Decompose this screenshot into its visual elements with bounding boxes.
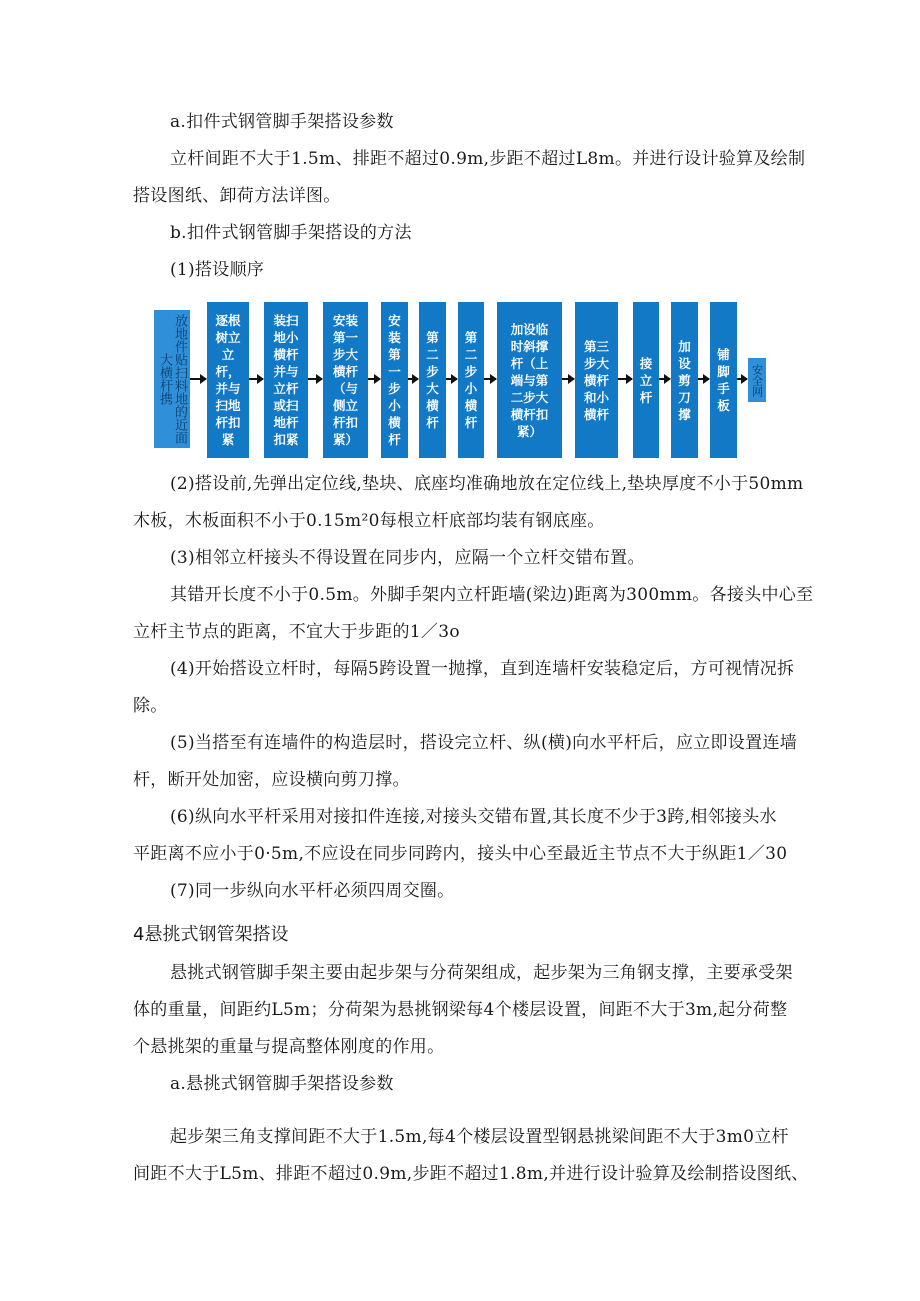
paragraph-line: 搭设图纸、卸荷方法详图。 [133,186,341,206]
paragraph-line: 立杆间距不大于1.5m、排距不超过0.9m,步距不超过L8m。并进行设计验算及绘制 [170,149,806,169]
flow-step-label: 加设临 时斜撑 杆（上 端与第 二步大 横杆扣 紧） [510,321,549,439]
paragraph-line: 立杆主节点的距离，不宜大于步距的1／3o [133,622,460,642]
flow-step-4 [381,302,408,458]
flow-step-label: 第 二 步大 横杆 [426,330,439,430]
flow-step-label: 加设 剪 刀撑 [678,338,691,422]
flow-step-label: 第三 步大 横杆 和小 横杆 [583,338,609,422]
paragraph-line: 起步架三角支撑间距不大于1.5m,每4个楼层设置型钢悬挑梁间距不大于3m0立杆 [170,1127,789,1147]
paragraph-line: 个悬挑架的重量与提高整体刚度的作用。 [133,1037,445,1057]
flow-arrow [659,378,670,380]
flow-step-2 [264,302,308,458]
paragraph-line: 体的重量，间距约L5m；分荷架为悬挑钢梁每4个楼层设置，间距不大于3m,起分荷整 [133,1000,788,1020]
flow-step-label: 装扫 地小 横杆 并与 立杆 或扫 地杆 扣紧 [273,313,299,447]
flow-arrow [408,378,418,380]
paragraph-line: 除。 [133,696,168,716]
paragraph-line: (5)当搭至有连墙件的构造层时，搭设完立杆、纵(横)向水平杆后，应立即设置连墙 [170,733,798,753]
paragraph-line: (2)搭设前,先弹出定位线,垫块、底座均准确地放在定位线上,垫块厚度不小于50mm [170,474,804,494]
flow-step-8 [575,302,618,458]
flow-step-11 [710,302,737,458]
flow-step-6 [458,302,484,458]
subheading-b: b.扣件式钢管脚手架搭设的方法 [170,223,412,243]
flow-step-10 [671,302,698,458]
flow-step-label: 安 装第 一 步小 横杆 [388,313,401,447]
flow-arrow [190,378,206,380]
flow-step-label: 安装 第一 步大 横杆 （与 侧立 杆扣 紧） [332,313,358,447]
flow-arrow [368,378,380,380]
paragraph-line: 悬挑式钢管脚手架主要由起步架与分荷架组成，起步架为三角钢支撑，主要承受架 [170,963,793,983]
flow-step-label: 逐根 树立 立 杆， 并与 扫地 杆扣 紧 [215,313,241,447]
flow-arrow [484,378,496,380]
flow-arrow [446,378,457,380]
flow-arrow [618,378,632,380]
flow-arrow [698,378,709,380]
paragraph-line: (3)相邻立杆接头不得设置在同步内，应隔一个立杆交错布置。 [170,548,645,568]
paragraph-line: 木板，木板面积不小于0.15m²0每根立杆底部均装有钢底座。 [133,511,605,531]
paragraph-line: 平距离不应小于0·5m,不应设在同步同跨内，接头中心至最近主节点不大于纵距1／30 [133,844,788,864]
flow-step-7 [497,302,562,458]
flow-start-label: 放地件贴扫料地的近面大横杆携 [157,314,187,444]
flow-end-box [748,358,766,402]
flow-start-box [154,310,190,448]
paragraph-line: 其错开长度不小于0.5m。外脚手架内立杆距墙(梁边)距离为300mm。各接头中心至 [170,585,814,605]
flow-end-label: 安全网 [750,363,764,397]
paragraph-line: (6)纵向水平杆采用对接扣件连接,对接头交错布置,其长度不少于3跨,相邻接头水 [170,807,777,827]
flow-step-9 [633,302,659,458]
paragraph-line: (7)同一步纵向水平杆必须四周交圈。 [170,881,455,901]
paragraph-line: 杆，断开处加密，应设横向剪刀撑。 [133,770,410,790]
flow-arrow [737,378,747,380]
section-heading: 4悬挑式钢管架搭设 [133,924,289,945]
sequence-flowchart [0,300,920,460]
flow-arrow [562,378,574,380]
subheading-a: a.扣件式钢管脚手架搭设参数 [170,112,394,132]
subheading-order: (1)搭设顺序 [170,260,265,280]
paragraph-line: (4)开始搭设立杆时，每隔5跨设置一抛撑，直到连墙杆安装稳定后，方可视情况拆 [170,659,795,679]
flow-step-label: 铺脚 手板 [717,347,730,413]
flow-arrow [308,378,322,380]
flow-step-5 [419,302,446,458]
flow-step-label: 第 二 步小 横杆 [464,330,478,430]
subheading-a2: a.悬挑式钢管脚手架搭设参数 [170,1074,394,1094]
flow-arrow [249,378,263,380]
flow-step-label: 接立 杆 [639,355,653,405]
paragraph-line: 间距不大于L5m、排距不超过0.9m,步距不超过1.8m,并进行设计验算及绘制搭设图纸、 [133,1164,809,1184]
flow-step-1 [207,302,249,458]
flow-step-3 [323,302,368,458]
